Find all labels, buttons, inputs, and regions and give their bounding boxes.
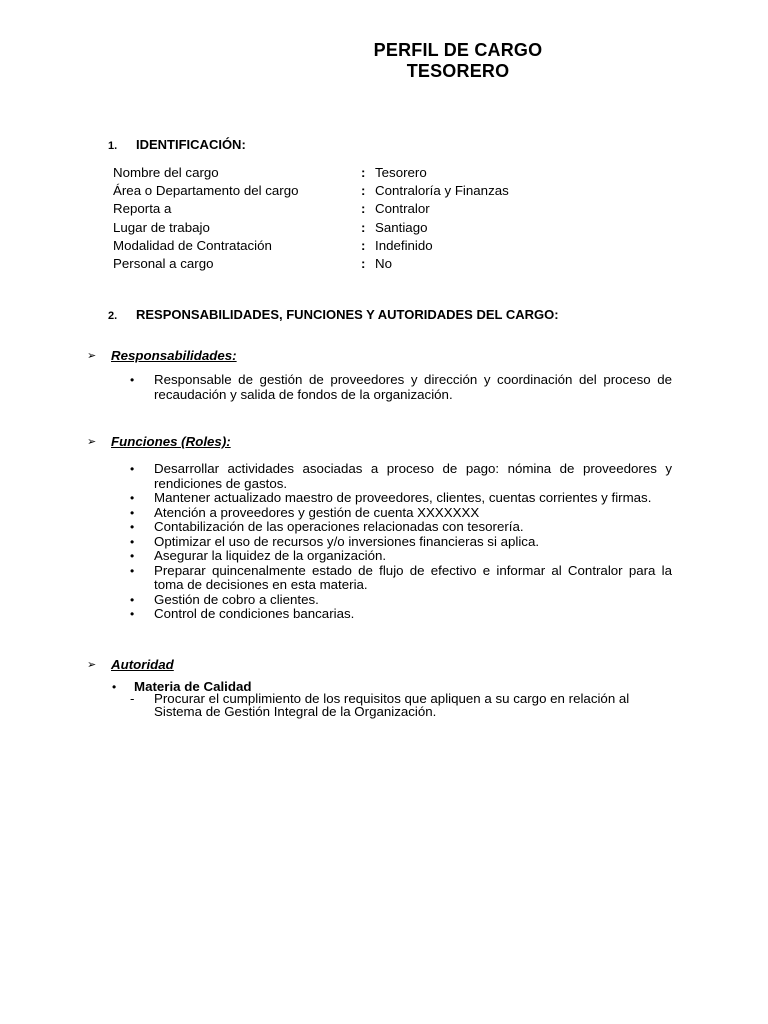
bullet-icon: • — [130, 491, 135, 505]
section-identificacion-heading — [108, 137, 246, 154]
id-value: Contraloría y Finanzas — [375, 183, 509, 199]
id-value: Indefinido — [375, 237, 433, 253]
bullet-icon: • — [130, 592, 135, 607]
id-colon: : — [361, 183, 366, 199]
list-item-text: Desarrollar actividades asociadas a proceso de pago: nómina de proveedores y rendiciones de gastos. — [154, 461, 672, 491]
id-label: Área o Departamento del cargo — [113, 183, 299, 199]
list-item — [130, 491, 672, 506]
id-label: Reporta a — [113, 201, 172, 217]
autoridad-item — [130, 693, 670, 718]
list-item — [130, 607, 672, 622]
id-value: Santiago — [375, 219, 428, 235]
bullet-icon: • — [130, 520, 135, 534]
bullet-icon: • — [130, 462, 135, 476]
funciones-list — [130, 462, 672, 622]
id-label: Lugar de trabajo — [113, 219, 210, 235]
section-number: 2. — [108, 310, 118, 322]
list-item-text: Atención a proveedores y gestión de cuenta XXXXXXX — [154, 504, 480, 520]
autoridad-item-text: Procurar el cumplimiento de los requisitos que apliquen a su cargo en relación al Sistema de Gestión Integral de la Organización. — [154, 691, 630, 719]
subsection-title: Responsabilidades: — [111, 348, 237, 363]
list-item-text: Gestión de cobro a clientes. — [154, 591, 319, 607]
id-colon: : — [361, 165, 366, 180]
page-subtitle: TESORERO — [406, 61, 510, 81]
dash-bullet-icon: - — [130, 691, 135, 706]
list-item — [130, 462, 672, 491]
id-label: Nombre del cargo — [113, 165, 219, 180]
list-item — [130, 593, 672, 608]
id-value: Tesorero — [375, 165, 427, 180]
list-item — [130, 520, 672, 535]
list-item — [130, 373, 672, 402]
bullet-icon: • — [130, 563, 135, 578]
list-item-text: Contabilización de las operaciones relacionadas con tesorería. — [154, 519, 524, 534]
id-colon: : — [361, 201, 366, 217]
section-responsabilidades-heading — [108, 307, 559, 324]
funciones-heading — [87, 434, 231, 450]
bullet-icon: • — [112, 680, 117, 694]
list-item-text: Control de condiciones bancarias. — [154, 606, 355, 621]
bullet-icon: • — [130, 549, 135, 563]
id-colon: : — [361, 255, 366, 271]
list-item-text: Responsable de gestión de proveedores y dirección y coordinación del proceso de recaudación y salida de fondos de la organización. — [154, 372, 672, 402]
list-item — [130, 549, 672, 564]
responsabilidades-heading — [87, 348, 237, 364]
subsection-title: Autoridad — [111, 657, 174, 672]
responsabilidades-list — [130, 373, 672, 402]
section-number: 1. — [108, 140, 118, 152]
autoridad-heading — [87, 657, 174, 673]
id-label: Personal a cargo — [113, 255, 214, 271]
subsection-title: Funciones (Roles): — [111, 434, 231, 449]
list-item — [130, 564, 672, 593]
arrow-bullet-icon: ➢ — [87, 659, 97, 671]
bullet-icon: • — [130, 373, 135, 387]
id-value: Contralor — [375, 201, 430, 217]
list-item — [130, 535, 672, 550]
page-title: PERFIL DE CARGO — [373, 40, 543, 60]
arrow-bullet-icon: ➢ — [87, 436, 97, 448]
bullet-icon: • — [130, 534, 135, 549]
list-item-text: Asegurar la liquidez de la organización. — [154, 548, 387, 563]
list-item-text: Optimizar el uso de recursos y/o inversiones financieras si aplica. — [154, 533, 540, 549]
arrow-bullet-icon: ➢ — [87, 350, 97, 362]
id-colon: : — [361, 237, 366, 253]
id-value: No — [375, 255, 392, 271]
list-item-text: Preparar quincenalmente estado de flujo de efectivo e informar al Contralor para la toma de decisiones en esta materia. — [154, 562, 672, 592]
list-item-text: Mantener actualizado maestro de proveedores, clientes, cuentas corrientes y firmas. — [154, 490, 652, 505]
id-colon: : — [361, 219, 366, 235]
list-item — [130, 506, 672, 521]
materia-calidad-title: Materia de Calidad — [134, 679, 252, 694]
id-label: Modalidad de Contratación — [113, 237, 272, 253]
bullet-icon: • — [130, 505, 135, 520]
section-title: RESPONSABILIDADES, FUNCIONES Y AUTORIDADES DEL CARGO: — [136, 307, 559, 322]
bullet-icon: • — [130, 607, 135, 621]
section-title: IDENTIFICACIÓN: — [136, 137, 246, 152]
